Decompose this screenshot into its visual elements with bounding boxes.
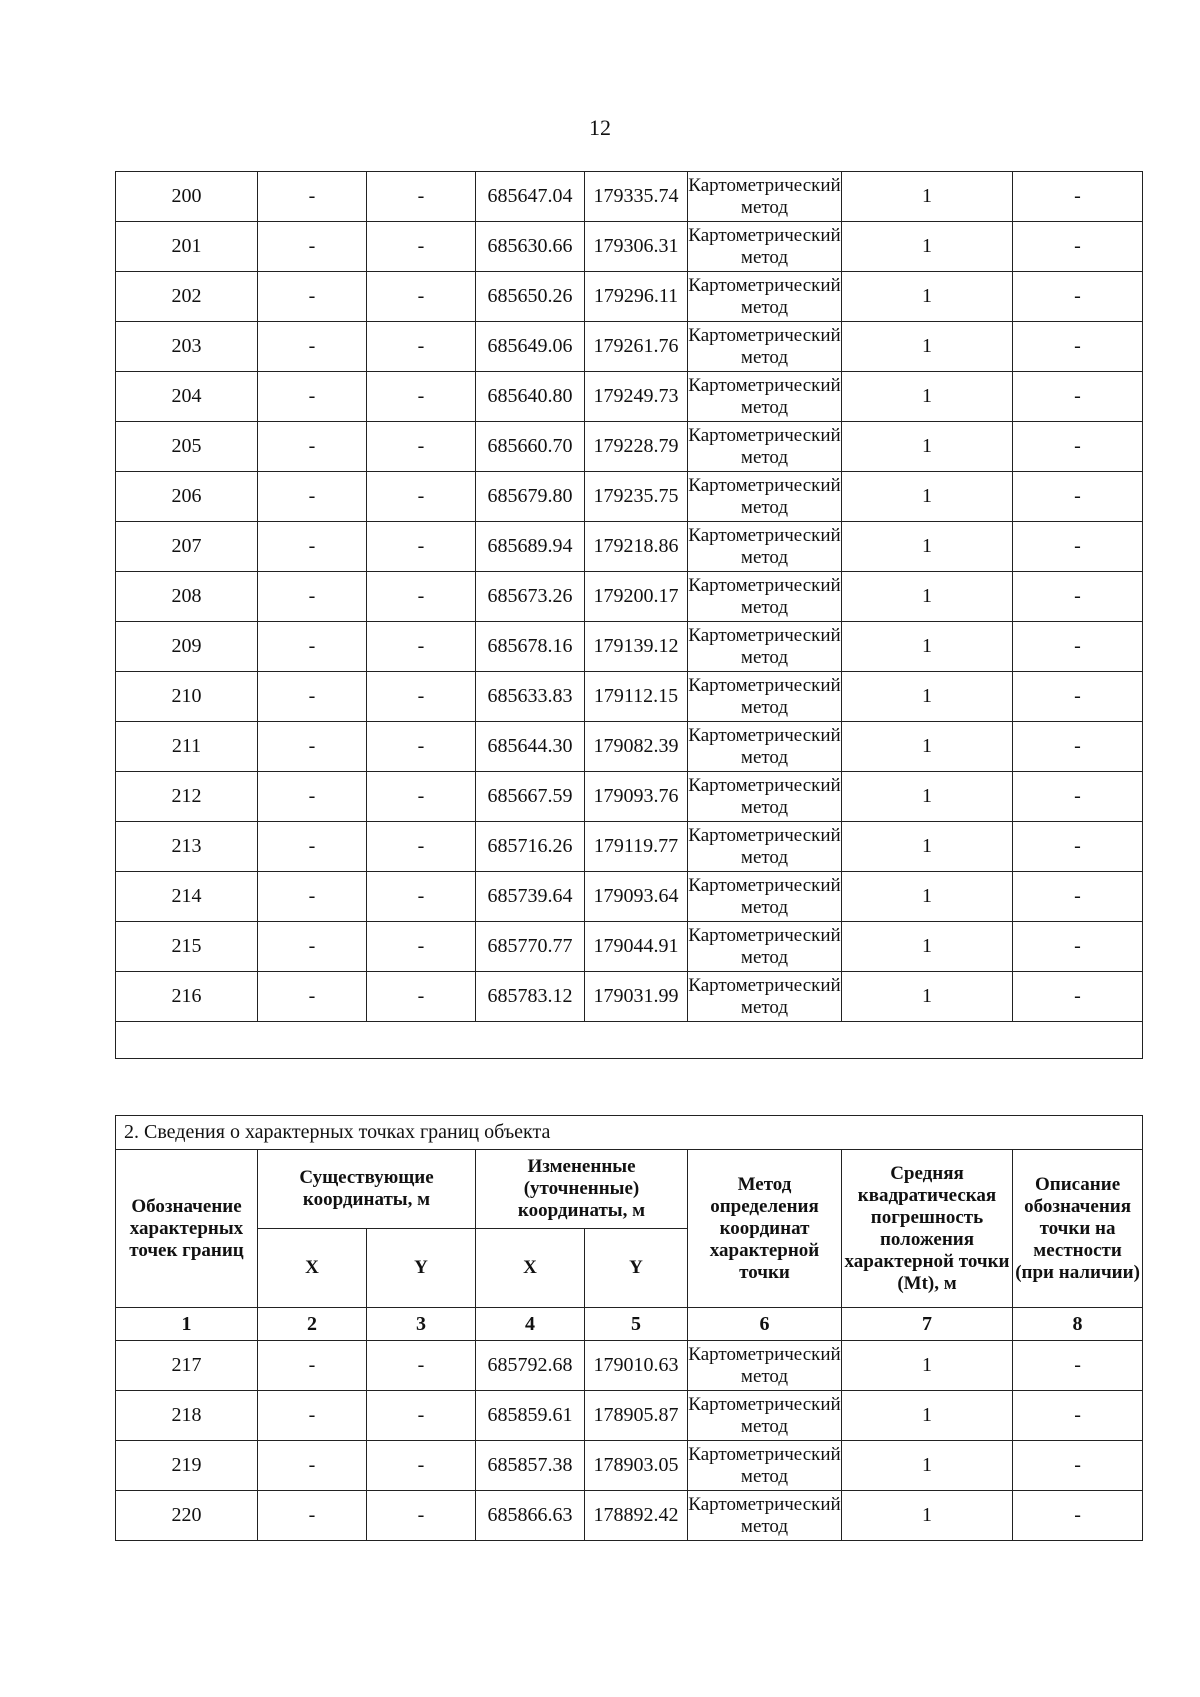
point-id-cell: 219 xyxy=(116,1441,258,1491)
page-number: 12 xyxy=(589,115,611,140)
description-cell: - xyxy=(1013,422,1143,472)
x-coordinate-cell: 685649.06 xyxy=(476,322,585,372)
description-cell: - xyxy=(1013,222,1143,272)
existing-x-cell: - xyxy=(258,572,367,622)
x-coordinate-cell: 685783.12 xyxy=(476,972,585,1022)
error-cell: 1 xyxy=(842,822,1013,872)
existing-x-cell: - xyxy=(258,922,367,972)
y-coordinate-cell: 179010.63 xyxy=(585,1341,688,1391)
column-number: 7 xyxy=(842,1308,1013,1341)
error-cell: 1 xyxy=(842,922,1013,972)
empty-row xyxy=(116,1022,1143,1059)
error-cell: 1 xyxy=(842,622,1013,672)
table-row xyxy=(116,672,1143,722)
error-cell: 1 xyxy=(842,1391,1013,1441)
boundary-points-table xyxy=(115,1115,1143,1541)
x-coordinate-cell: 685739.64 xyxy=(476,872,585,922)
description-cell: - xyxy=(1013,1491,1143,1541)
y-coordinate-cell: 179093.64 xyxy=(585,872,688,922)
description-cell: - xyxy=(1013,372,1143,422)
header-changed-coords: Измененные (уточненные) координаты, м xyxy=(476,1150,688,1229)
existing-y-cell: - xyxy=(367,772,476,822)
table-row xyxy=(116,1391,1143,1441)
x-coordinate-cell: 685866.63 xyxy=(476,1491,585,1541)
point-id-cell: 212 xyxy=(116,772,258,822)
description-cell: - xyxy=(1013,622,1143,672)
x-coordinate-cell: 685770.77 xyxy=(476,922,585,972)
existing-x-cell: - xyxy=(258,1391,367,1441)
x-coordinate-cell: 685679.80 xyxy=(476,472,585,522)
method-cell: Картометрический метод xyxy=(688,772,842,822)
method-cell: Картометрический метод xyxy=(688,322,842,372)
x-coordinate-cell: 685673.26 xyxy=(476,572,585,622)
description-cell: - xyxy=(1013,1441,1143,1491)
existing-x-cell: - xyxy=(258,872,367,922)
table-row xyxy=(116,472,1143,522)
method-cell: Картометрический метод xyxy=(688,972,842,1022)
method-cell: Картометрический метод xyxy=(688,872,842,922)
x-coordinate-cell: 685857.38 xyxy=(476,1441,585,1491)
description-cell: - xyxy=(1013,1341,1143,1391)
x-coordinate-cell: 685716.26 xyxy=(476,822,585,872)
existing-y-cell: - xyxy=(367,722,476,772)
y-coordinate-cell: 179249.73 xyxy=(585,372,688,422)
method-cell: Картометрический метод xyxy=(688,422,842,472)
point-id-cell: 207 xyxy=(116,522,258,572)
description-cell: - xyxy=(1013,172,1143,222)
point-id-cell: 203 xyxy=(116,322,258,372)
x-coordinate-cell: 685630.66 xyxy=(476,222,585,272)
existing-x-cell: - xyxy=(258,272,367,322)
column-number: 6 xyxy=(688,1308,842,1341)
existing-y-cell: - xyxy=(367,672,476,722)
table-row xyxy=(116,272,1143,322)
description-cell: - xyxy=(1013,572,1143,622)
method-cell: Картометрический метод xyxy=(688,272,842,322)
existing-y-cell: - xyxy=(367,1391,476,1441)
point-id-cell: 204 xyxy=(116,372,258,422)
existing-y-cell: - xyxy=(367,822,476,872)
error-cell: 1 xyxy=(842,722,1013,772)
error-cell: 1 xyxy=(842,522,1013,572)
column-number: 8 xyxy=(1013,1308,1143,1341)
y-coordinate-cell: 179306.31 xyxy=(585,222,688,272)
existing-x-cell: - xyxy=(258,972,367,1022)
x-coordinate-cell: 685660.70 xyxy=(476,422,585,472)
table-row xyxy=(116,522,1143,572)
method-cell: Картометрический метод xyxy=(688,1441,842,1491)
point-id-cell: 205 xyxy=(116,422,258,472)
existing-x-cell: - xyxy=(258,222,367,272)
error-cell: 1 xyxy=(842,872,1013,922)
error-cell: 1 xyxy=(842,672,1013,722)
header-existing-x: X xyxy=(258,1229,367,1308)
description-cell: - xyxy=(1013,1391,1143,1441)
y-coordinate-cell: 179112.15 xyxy=(585,672,688,722)
table-row xyxy=(116,572,1143,622)
x-coordinate-cell: 685792.68 xyxy=(476,1341,585,1391)
table-row xyxy=(116,422,1143,472)
x-coordinate-cell: 685644.30 xyxy=(476,722,585,772)
table-row xyxy=(116,722,1143,772)
y-coordinate-cell: 178905.87 xyxy=(585,1391,688,1441)
existing-y-cell: - xyxy=(367,272,476,322)
error-cell: 1 xyxy=(842,972,1013,1022)
y-coordinate-cell: 179235.75 xyxy=(585,472,688,522)
x-coordinate-cell: 685633.83 xyxy=(476,672,585,722)
header-changed-y: Y xyxy=(585,1229,688,1308)
table-row xyxy=(116,622,1143,672)
existing-y-cell: - xyxy=(367,1491,476,1541)
existing-x-cell: - xyxy=(258,522,367,572)
table-row xyxy=(116,822,1143,872)
description-cell: - xyxy=(1013,672,1143,722)
y-coordinate-cell: 179139.12 xyxy=(585,622,688,672)
point-id-cell: 210 xyxy=(116,672,258,722)
y-coordinate-cell: 179031.99 xyxy=(585,972,688,1022)
description-cell: - xyxy=(1013,922,1143,972)
table-caption: 2. Сведения о характерных точках границ объекта xyxy=(116,1116,1143,1150)
existing-y-cell: - xyxy=(367,172,476,222)
table-row xyxy=(116,1341,1143,1391)
header-designation: Обозначение характерных точек границ xyxy=(116,1150,258,1308)
table-row xyxy=(116,1491,1143,1541)
existing-x-cell: - xyxy=(258,322,367,372)
existing-y-cell: - xyxy=(367,372,476,422)
method-cell: Картометрический метод xyxy=(688,1491,842,1541)
header-description: Описание обозначения точки на местности (при наличии) xyxy=(1013,1150,1143,1308)
method-cell: Картометрический метод xyxy=(688,222,842,272)
column-number: 4 xyxy=(476,1308,585,1341)
existing-x-cell: - xyxy=(258,722,367,772)
point-id-cell: 216 xyxy=(116,972,258,1022)
existing-x-cell: - xyxy=(258,172,367,222)
y-coordinate-cell: 179335.74 xyxy=(585,172,688,222)
header-changed-x: X xyxy=(476,1229,585,1308)
point-id-cell: 208 xyxy=(116,572,258,622)
existing-y-cell: - xyxy=(367,222,476,272)
method-cell: Картометрический метод xyxy=(688,722,842,772)
y-coordinate-cell: 179044.91 xyxy=(585,922,688,972)
existing-x-cell: - xyxy=(258,372,367,422)
method-cell: Картометрический метод xyxy=(688,672,842,722)
y-coordinate-cell: 179093.76 xyxy=(585,772,688,822)
x-coordinate-cell: 685689.94 xyxy=(476,522,585,572)
existing-x-cell: - xyxy=(258,622,367,672)
error-cell: 1 xyxy=(842,222,1013,272)
existing-x-cell: - xyxy=(258,672,367,722)
point-id-cell: 214 xyxy=(116,872,258,922)
y-coordinate-cell: 179218.86 xyxy=(585,522,688,572)
method-cell: Картометрический метод xyxy=(688,572,842,622)
point-id-cell: 213 xyxy=(116,822,258,872)
description-cell: - xyxy=(1013,872,1143,922)
column-number: 2 xyxy=(258,1308,367,1341)
table-row xyxy=(116,172,1143,222)
y-coordinate-cell: 178892.42 xyxy=(585,1491,688,1541)
description-cell: - xyxy=(1013,722,1143,772)
existing-x-cell: - xyxy=(258,1341,367,1391)
existing-x-cell: - xyxy=(258,422,367,472)
table-row xyxy=(116,922,1143,972)
existing-y-cell: - xyxy=(367,522,476,572)
y-coordinate-cell: 178903.05 xyxy=(585,1441,688,1491)
existing-x-cell: - xyxy=(258,772,367,822)
x-coordinate-cell: 685678.16 xyxy=(476,622,585,672)
point-id-cell: 200 xyxy=(116,172,258,222)
description-cell: - xyxy=(1013,522,1143,572)
coordinates-table-continued xyxy=(115,171,1143,1059)
existing-y-cell: - xyxy=(367,972,476,1022)
error-cell: 1 xyxy=(842,172,1013,222)
table-row xyxy=(116,772,1143,822)
header-error: Средняя квадратическая погрешность положения характерной точки (Mt), м xyxy=(842,1150,1013,1308)
existing-x-cell: - xyxy=(258,822,367,872)
method-cell: Картометрический метод xyxy=(688,372,842,422)
error-cell: 1 xyxy=(842,1341,1013,1391)
description-cell: - xyxy=(1013,322,1143,372)
point-id-cell: 211 xyxy=(116,722,258,772)
error-cell: 1 xyxy=(842,322,1013,372)
x-coordinate-cell: 685640.80 xyxy=(476,372,585,422)
y-coordinate-cell: 179296.11 xyxy=(585,272,688,322)
table-row xyxy=(116,872,1143,922)
error-cell: 1 xyxy=(842,572,1013,622)
point-id-cell: 202 xyxy=(116,272,258,322)
existing-x-cell: - xyxy=(258,472,367,522)
y-coordinate-cell: 179200.17 xyxy=(585,572,688,622)
method-cell: Картометрический метод xyxy=(688,522,842,572)
existing-y-cell: - xyxy=(367,922,476,972)
table-row xyxy=(116,222,1143,272)
existing-y-cell: - xyxy=(367,472,476,522)
existing-y-cell: - xyxy=(367,422,476,472)
description-cell: - xyxy=(1013,822,1143,872)
method-cell: Картометрический метод xyxy=(688,172,842,222)
error-cell: 1 xyxy=(842,372,1013,422)
point-id-cell: 215 xyxy=(116,922,258,972)
x-coordinate-cell: 685650.26 xyxy=(476,272,585,322)
error-cell: 1 xyxy=(842,272,1013,322)
description-cell: - xyxy=(1013,972,1143,1022)
method-cell: Картометрический метод xyxy=(688,1391,842,1441)
column-number: 3 xyxy=(367,1308,476,1341)
header-method: Метод определения координат характерной точки xyxy=(688,1150,842,1308)
x-coordinate-cell: 685667.59 xyxy=(476,772,585,822)
existing-y-cell: - xyxy=(367,572,476,622)
y-coordinate-cell: 179119.77 xyxy=(585,822,688,872)
table-row xyxy=(116,1441,1143,1491)
table-row xyxy=(116,372,1143,422)
point-id-cell: 209 xyxy=(116,622,258,672)
point-id-cell: 220 xyxy=(116,1491,258,1541)
column-number: 1 xyxy=(116,1308,258,1341)
existing-x-cell: - xyxy=(258,1441,367,1491)
method-cell: Картометрический метод xyxy=(688,472,842,522)
existing-y-cell: - xyxy=(367,1341,476,1391)
description-cell: - xyxy=(1013,472,1143,522)
y-coordinate-cell: 179261.76 xyxy=(585,322,688,372)
header-existing-coords: Существующие координаты, м xyxy=(258,1150,476,1229)
method-cell: Картометрический метод xyxy=(688,922,842,972)
description-cell: - xyxy=(1013,772,1143,822)
table-row xyxy=(116,322,1143,372)
existing-x-cell: - xyxy=(258,1491,367,1541)
point-id-cell: 218 xyxy=(116,1391,258,1441)
existing-y-cell: - xyxy=(367,622,476,672)
point-id-cell: 217 xyxy=(116,1341,258,1391)
y-coordinate-cell: 179082.39 xyxy=(585,722,688,772)
existing-y-cell: - xyxy=(367,872,476,922)
point-id-cell: 206 xyxy=(116,472,258,522)
error-cell: 1 xyxy=(842,1441,1013,1491)
y-coordinate-cell: 179228.79 xyxy=(585,422,688,472)
method-cell: Картометрический метод xyxy=(688,1341,842,1391)
existing-y-cell: - xyxy=(367,322,476,372)
error-cell: 1 xyxy=(842,472,1013,522)
table-row xyxy=(116,972,1143,1022)
column-number: 5 xyxy=(585,1308,688,1341)
existing-y-cell: - xyxy=(367,1441,476,1491)
description-cell: - xyxy=(1013,272,1143,322)
method-cell: Картометрический метод xyxy=(688,822,842,872)
x-coordinate-cell: 685647.04 xyxy=(476,172,585,222)
x-coordinate-cell: 685859.61 xyxy=(476,1391,585,1441)
empty-cell xyxy=(116,1022,1143,1059)
error-cell: 1 xyxy=(842,1491,1013,1541)
error-cell: 1 xyxy=(842,422,1013,472)
error-cell: 1 xyxy=(842,772,1013,822)
point-id-cell: 201 xyxy=(116,222,258,272)
method-cell: Картометрический метод xyxy=(688,622,842,672)
header-existing-y: Y xyxy=(367,1229,476,1308)
